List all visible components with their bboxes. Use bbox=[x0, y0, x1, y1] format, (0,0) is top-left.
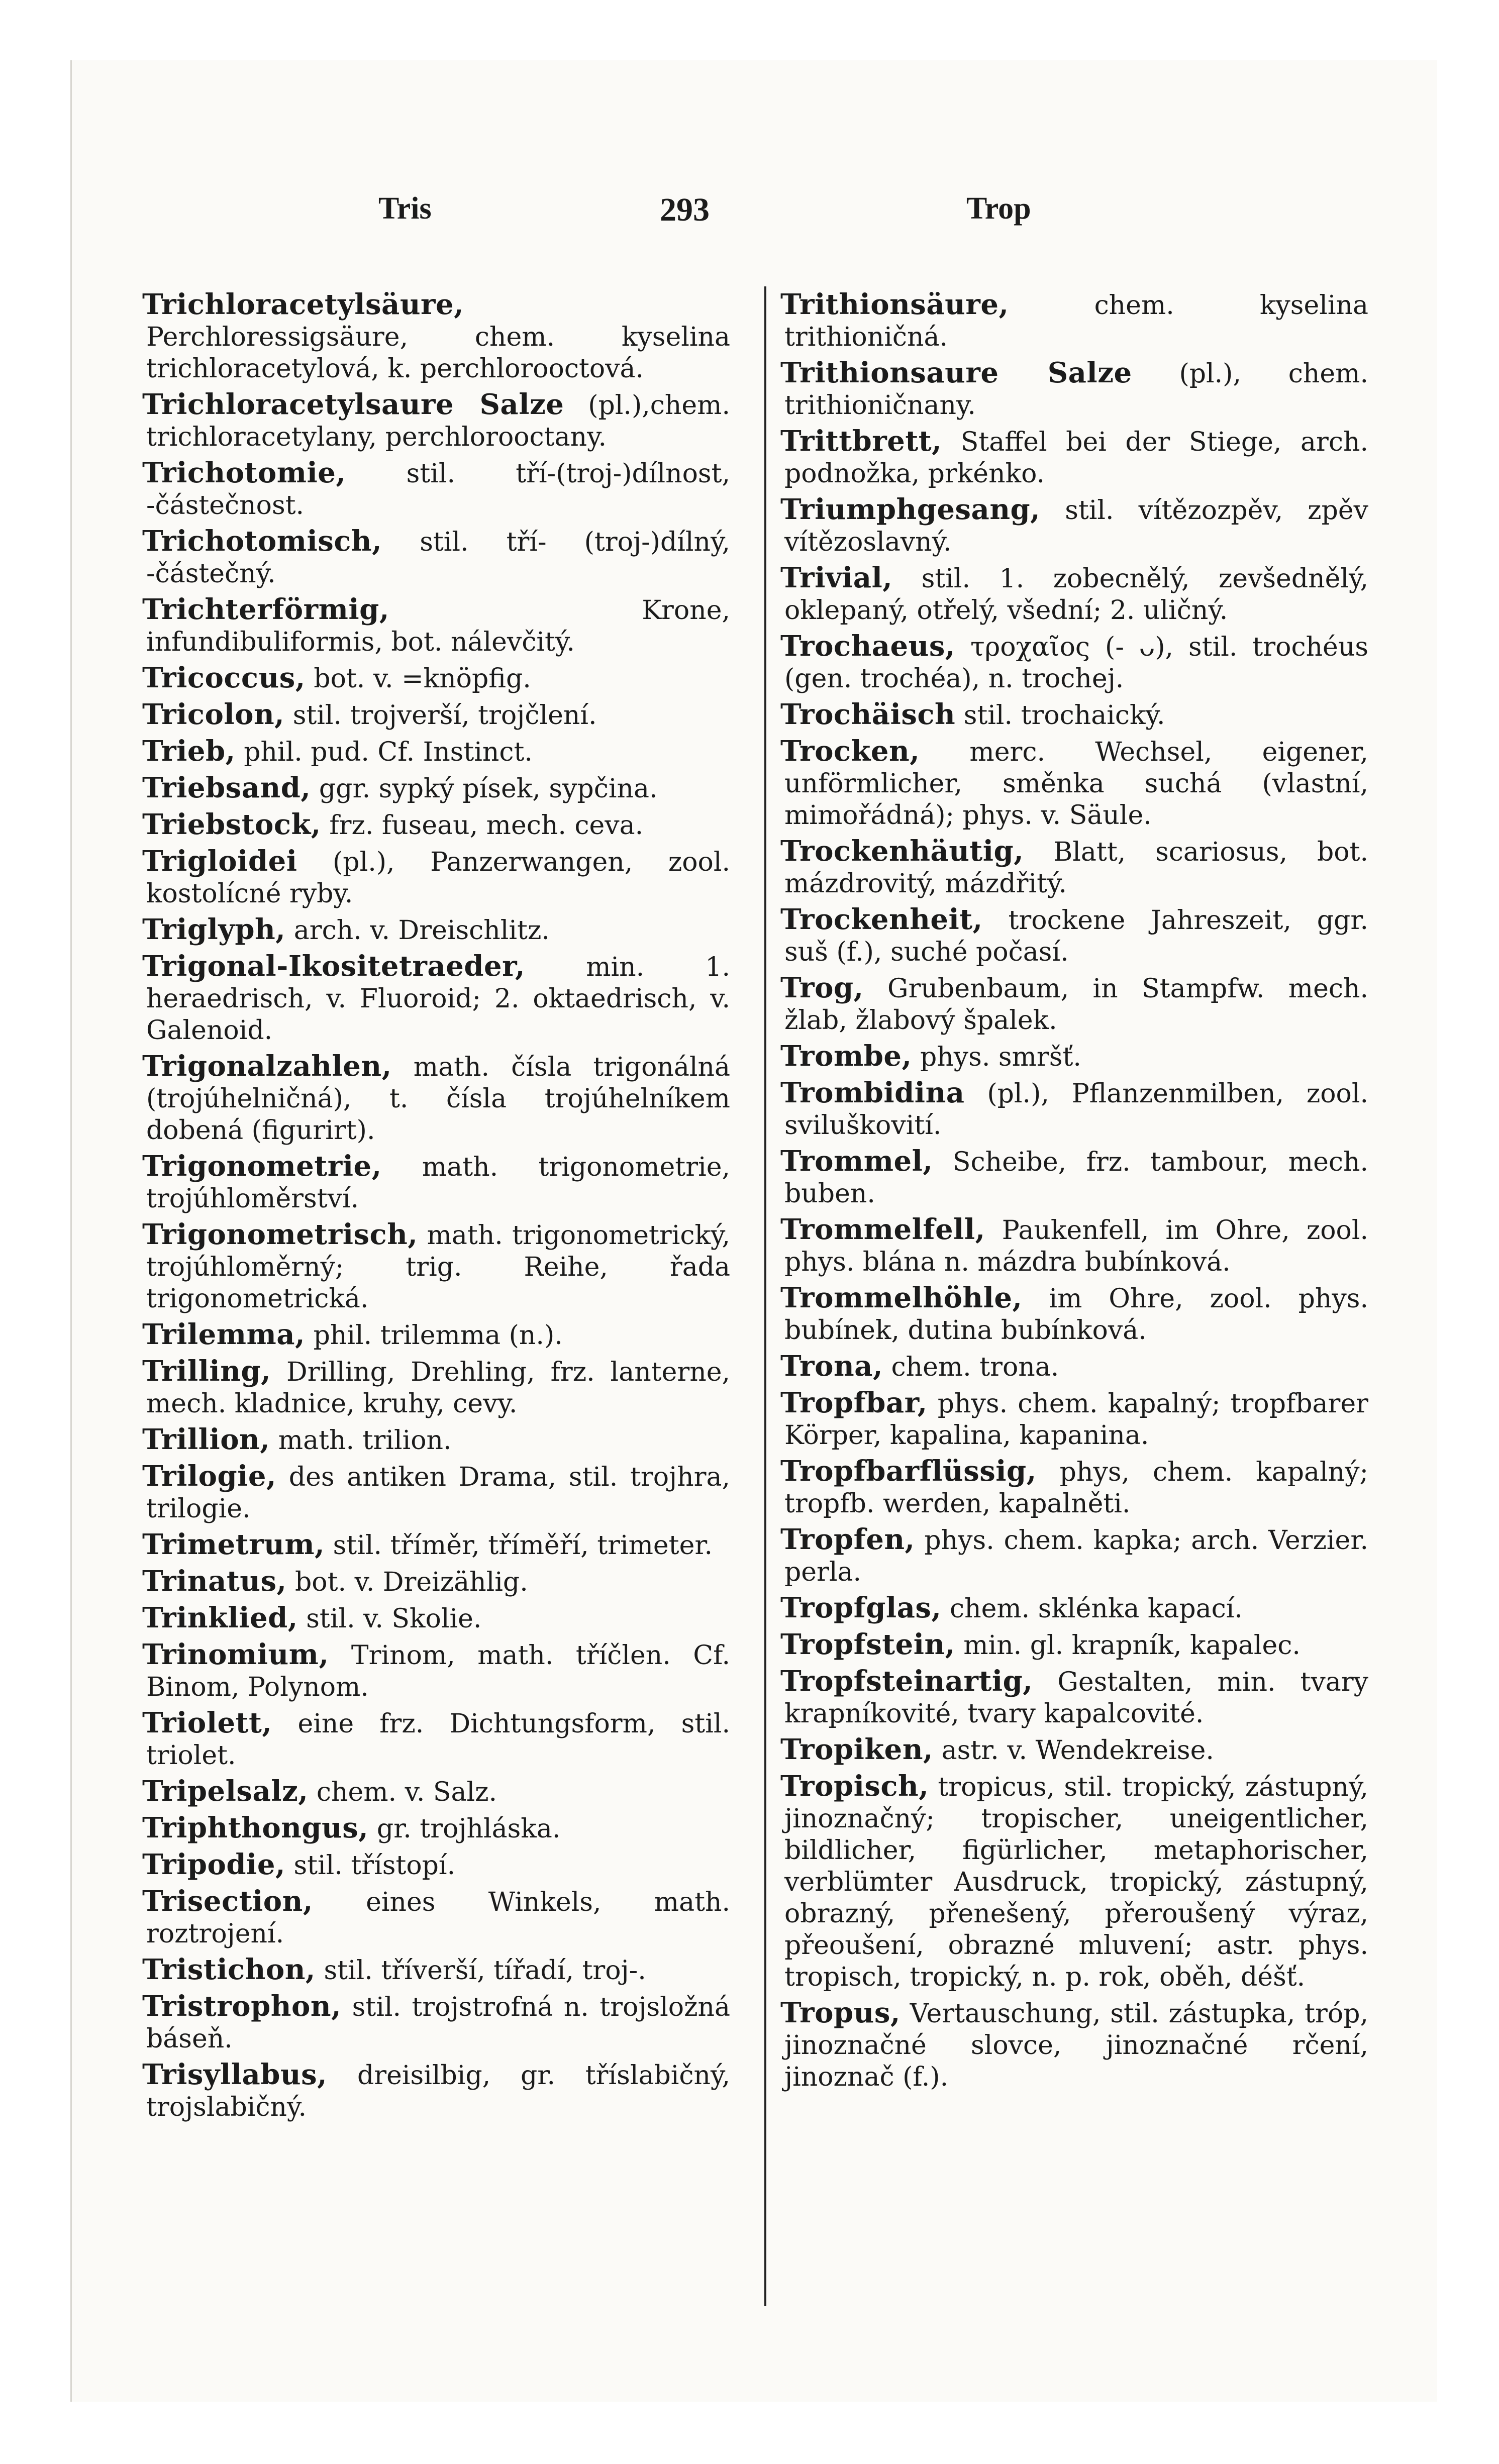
entry-definition: gr. trojhláska. bbox=[376, 1814, 561, 1844]
entry-headword: Tropfglas, bbox=[780, 1591, 942, 1624]
entry-headword: Trigonometrie, bbox=[142, 1150, 382, 1183]
entry-headword: Trimetrum, bbox=[142, 1528, 325, 1561]
entry-headword: Trochaeus, bbox=[780, 630, 955, 663]
dictionary-entry bbox=[142, 1991, 730, 2055]
entry-headword: Trilling, bbox=[142, 1355, 271, 1388]
page-header bbox=[72, 191, 1439, 251]
entry-definition: bot. v. Dreizählig. bbox=[295, 1567, 528, 1597]
entry-definition: arch. v. Dreischlitz. bbox=[293, 915, 550, 946]
entry-definition: eine frz. Dichtungsform, stil. triolet. bbox=[146, 1709, 730, 1771]
dictionary-entry bbox=[142, 1219, 730, 1315]
dictionary-entry bbox=[780, 494, 1368, 558]
entry-definition: Staffel bei der Stiege, arch. podnožka, prkénko. bbox=[784, 427, 1368, 489]
entry-definition: merc. Wechsel, eigener, unförmlicher, směnka suchá (vlastní, mimořádná); phys. v. Säule. bbox=[784, 737, 1369, 831]
dictionary-entry bbox=[142, 951, 730, 1047]
dictionary-entry bbox=[142, 2059, 730, 2123]
dictionary-entry bbox=[142, 1812, 730, 1845]
page-number: 293 bbox=[660, 191, 710, 228]
entry-headword: Trochäisch bbox=[780, 698, 956, 731]
entry-headword: Trigonometrisch, bbox=[142, 1218, 418, 1251]
entry-headword: Tricolon, bbox=[142, 698, 285, 731]
entry-definition: stil. trojverší, trojčlení. bbox=[292, 700, 597, 731]
dictionary-entry bbox=[780, 1282, 1368, 1347]
entry-headword: Tricoccus, bbox=[142, 661, 306, 694]
entry-headword: Trockenhäutig, bbox=[780, 835, 1024, 868]
column-divider bbox=[764, 286, 766, 2306]
entry-definition: chem. trona. bbox=[891, 1352, 1059, 1382]
dictionary-entry bbox=[142, 1319, 730, 1352]
entry-definition: Scheibe, frz. tambour, mech. buben. bbox=[784, 1147, 1368, 1209]
entry-headword: Triglyph, bbox=[142, 913, 286, 946]
entry-definition: (pl.),chem. trichloracetylany, perchlorooctany. bbox=[146, 390, 730, 452]
entry-definition: min. 1. heraedrisch, v. Fluoroid; 2. oktaedrisch, v. Galenoid. bbox=[146, 952, 730, 1046]
dictionary-entry bbox=[780, 357, 1368, 422]
entry-definition: bot. v. =knöpfig. bbox=[314, 664, 531, 694]
entry-definition: tropicus, stil. tropický, zástupný, jinoznačný; tropischer, uneigentlicher, bildlicher, figürlicher, metaphorischer, verblümter Ausdruck, tropický, zástupný, obrazný, přenešený, přeroušený výraz, přeoušení, obrazné mluvení; astr. phys. tropisch, tropický, n. p. rok, oběh, déšť. bbox=[784, 1772, 1368, 1992]
entry-headword: Tropfsteinartig, bbox=[780, 1665, 1033, 1698]
entry-definition: stil. tří- (troj-)dílný, -částečný. bbox=[146, 527, 730, 589]
entry-definition: stil. tříverší, tířadí, troj-. bbox=[324, 1956, 646, 1986]
entry-definition: min. gl. krapník, kapalec. bbox=[963, 1630, 1301, 1661]
entry-definition: chem. v. Salz. bbox=[316, 1777, 497, 1807]
dictionary-entry bbox=[142, 699, 730, 732]
entry-headword: Trombidina bbox=[780, 1076, 965, 1109]
entry-definition: (pl.), Pflanzenmilben, zool. sviluškovití. bbox=[784, 1079, 1368, 1141]
entry-headword: Tristrophon, bbox=[142, 1990, 342, 2023]
entry-definition: math. trigonometrie, trojúhloměrství. bbox=[146, 1152, 730, 1214]
entry-headword: Trocken, bbox=[780, 735, 920, 768]
entry-definition: phys, chem. kapalný; tropfb. werden, kapalněti. bbox=[784, 1457, 1368, 1519]
entry-definition: stil. 1. zobecnělý, zevšednělý, oklepaný, otřelý, všední; 2. uličný. bbox=[784, 564, 1368, 626]
entry-headword: Trockenheit, bbox=[780, 903, 983, 936]
entry-definition: stil. tříměr, tříměří, trimeter. bbox=[333, 1530, 713, 1561]
entry-headword: Trisyllabus, bbox=[142, 2058, 328, 2091]
entry-headword: Trigonalzahlen, bbox=[142, 1050, 392, 1083]
entry-definition: astr. v. Wendekreise. bbox=[941, 1735, 1214, 1766]
dictionary-entry bbox=[780, 1041, 1368, 1073]
dictionary-entry bbox=[780, 1214, 1368, 1278]
entry-headword: Trilemma, bbox=[142, 1318, 306, 1351]
entry-definition: phys. chem. kapka; arch. Verzier. perla. bbox=[784, 1525, 1368, 1587]
dictionary-entry bbox=[780, 1077, 1368, 1142]
entry-definition: stil. trojstrofná n. trojsložná báseň. bbox=[146, 1992, 730, 2054]
dictionary-entry bbox=[142, 1566, 730, 1598]
dictionary-entry bbox=[142, 1886, 730, 1950]
dictionary-entry bbox=[780, 699, 1368, 732]
entry-definition: Krone, infundibuliformis, bot. nálevčitý. bbox=[146, 595, 730, 657]
entry-headword: Trisection, bbox=[142, 1885, 313, 1918]
entry-headword: Tristichon, bbox=[142, 1953, 316, 1986]
dictionary-entry bbox=[142, 1707, 730, 1772]
entry-definition: (pl.), chem. trithioničnany. bbox=[784, 359, 1368, 421]
entry-definition: stil. v. Skolie. bbox=[306, 1604, 482, 1634]
right-column bbox=[780, 289, 1368, 2097]
entry-headword: Trinomium, bbox=[142, 1638, 329, 1671]
dictionary-entry bbox=[780, 562, 1368, 627]
dictionary-entry bbox=[780, 1456, 1368, 1520]
dictionary-entry bbox=[142, 1776, 730, 1808]
entry-definition: math. trigonometrický, trojúhloměrný; trig. Reihe, řada trigonometrická. bbox=[146, 1220, 730, 1314]
entry-headword: Tropfbar, bbox=[780, 1386, 928, 1419]
entry-definition: chem. kyselina trithioničná. bbox=[784, 290, 1368, 352]
entry-definition: Perchloressigsäure, chem. kyselina trichloracetylová, k. perchlorooctová. bbox=[146, 322, 730, 384]
dictionary-entry bbox=[780, 1666, 1368, 1730]
dictionary-entry bbox=[780, 1734, 1368, 1767]
dictionary-entry bbox=[142, 1954, 730, 1987]
entry-definition: dreisilbig, gr. tříslabičný, trojslabičný. bbox=[146, 2061, 731, 2122]
dictionary-entry bbox=[142, 1151, 730, 1215]
entry-definition: phys. chem. kapalný; tropfbarer Körper, kapalina, kapanina. bbox=[784, 1389, 1369, 1451]
entry-definition: Trinom, math. tříčlen. Cf. Binom, Polynom. bbox=[146, 1640, 731, 1702]
entry-headword: Tropiken, bbox=[780, 1733, 934, 1766]
dictionary-entry bbox=[142, 526, 730, 590]
entry-headword: Triumphgesang, bbox=[780, 493, 1041, 526]
entry-headword: Trigonal-Ikositetraeder, bbox=[142, 950, 526, 983]
entry-headword: Trommelhöhle, bbox=[780, 1281, 1023, 1314]
dictionary-entry bbox=[142, 1529, 730, 1562]
entry-headword: Trieb, bbox=[142, 735, 236, 768]
entry-headword: Triolett, bbox=[142, 1706, 272, 1739]
dictionary-entry bbox=[780, 904, 1368, 968]
entry-definition: Paukenfell, im Ohre, zool. phys. blána n. mázdra bubínková. bbox=[784, 1215, 1368, 1277]
dictionary-entry bbox=[142, 389, 730, 453]
entry-definition: Blatt, scariosus, bot. mázdrovitý, mázdřitý. bbox=[784, 837, 1368, 899]
entry-headword: Tripelsalz, bbox=[142, 1775, 309, 1808]
entry-definition: des antiken Drama, stil. trojhra, trilogie. bbox=[146, 1462, 731, 1524]
dictionary-entry bbox=[142, 1424, 730, 1457]
entry-headword: Tripodie, bbox=[142, 1848, 285, 1881]
dictionary-entry bbox=[142, 914, 730, 947]
entry-headword: Trichterförmig, bbox=[142, 593, 389, 626]
entry-definition: eines Winkels, math. roztrojení. bbox=[146, 1887, 730, 1949]
dictionary-entry bbox=[780, 1351, 1368, 1383]
entry-headword: Trivial, bbox=[780, 561, 893, 594]
entry-headword: Trinatus, bbox=[142, 1565, 287, 1598]
entry-headword: Trithionsaure Salze bbox=[780, 356, 1132, 389]
dictionary-entry bbox=[780, 836, 1368, 900]
entry-definition: phil. trilemma (n.). bbox=[313, 1320, 563, 1351]
dictionary-entry bbox=[142, 1461, 730, 1525]
entry-headword: Trombe, bbox=[780, 1040, 912, 1073]
dictionary-entry bbox=[780, 1146, 1368, 1210]
entry-definition: τροχαῖος (- ᴗ), stil. trochéus (gen. trochéa), n. trochej. bbox=[784, 632, 1369, 694]
dictionary-entry bbox=[780, 1629, 1368, 1662]
dictionary-entry bbox=[142, 662, 730, 695]
dictionary-entry bbox=[142, 1602, 730, 1635]
dictionary-entry bbox=[780, 972, 1368, 1037]
entry-headword: Trithionsäure, bbox=[780, 288, 1009, 321]
entry-definition: Grubenbaum, in Stampfw. mech. žlab, žlabový špalek. bbox=[784, 974, 1368, 1036]
entry-headword: Trona, bbox=[780, 1350, 883, 1383]
dictionary-entry bbox=[142, 1639, 730, 1703]
entry-definition: chem. sklénka kapací. bbox=[949, 1594, 1243, 1624]
entry-definition: ggr. sypký písek, sypčina. bbox=[319, 774, 658, 804]
entry-headword: Trichotomie, bbox=[142, 456, 346, 489]
entry-definition: stil. třístopí. bbox=[293, 1851, 456, 1881]
entry-definition: trockene Jahreszeit, ggr. suš (f.), suché počasí. bbox=[784, 905, 1369, 967]
entry-headword: Triebstock, bbox=[142, 808, 321, 841]
dictionary-entry bbox=[142, 594, 730, 658]
entry-headword: Trommelfell, bbox=[780, 1213, 985, 1246]
dictionary-entry bbox=[142, 457, 730, 522]
entry-headword: Triphthongus, bbox=[142, 1811, 369, 1844]
dictionary-entry bbox=[780, 736, 1368, 832]
entry-definition: math. čísla trigonálná (trojúhelničná), t. čísla trojúhelníkem dobená (figurirt). bbox=[146, 1052, 731, 1146]
entry-headword: Trittbrett, bbox=[780, 425, 942, 458]
entry-definition: phys. smršť. bbox=[920, 1042, 1081, 1072]
entry-definition: Drilling, Drehling, frz. lanterne, mech. kladnice, kruhy, cevy. bbox=[146, 1357, 731, 1419]
dictionary-entry bbox=[780, 426, 1368, 490]
entry-definition: stil. vítězozpěv, zpěv vítězoslavný. bbox=[784, 495, 1369, 557]
entry-headword: Trommel, bbox=[780, 1145, 933, 1178]
entry-definition: Gestalten, min. tvary krapníkovité, tvary kapalcovité. bbox=[784, 1667, 1369, 1729]
entry-headword: Trilogie, bbox=[142, 1460, 277, 1493]
entry-headword: Tropfbarflüssig, bbox=[780, 1455, 1037, 1488]
header-right-guide-word: Trop bbox=[966, 191, 1031, 226]
dictionary-entry bbox=[142, 846, 730, 910]
dictionary-entry bbox=[780, 1592, 1368, 1625]
entry-definition: stil. tří-(troj-)dílnost, -částečnost. bbox=[146, 459, 730, 521]
dictionary-entry bbox=[780, 1387, 1368, 1452]
entry-headword: Trichloracetylsaure Salze bbox=[142, 388, 564, 421]
dictionary-entry bbox=[780, 289, 1368, 353]
entry-definition: stil. trochaický. bbox=[963, 700, 1165, 731]
entry-headword: Trigloidei bbox=[142, 845, 297, 878]
header-left-guide-word: Tris bbox=[378, 191, 432, 226]
dictionary-entry bbox=[142, 736, 730, 768]
entry-headword: Triebsand, bbox=[142, 771, 311, 804]
left-column bbox=[142, 289, 730, 2127]
entry-definition: im Ohre, zool. phys. bubínek, dutina bubínková. bbox=[784, 1284, 1368, 1346]
entry-headword: Trichotomisch, bbox=[142, 525, 382, 558]
entry-headword: Tropisch, bbox=[780, 1770, 929, 1803]
dictionary-entry bbox=[142, 1849, 730, 1882]
entry-definition: phil. pud. Cf. Instinct. bbox=[244, 737, 533, 767]
dictionary-entry bbox=[142, 809, 730, 842]
entry-definition: frz. fuseau, mech. ceva. bbox=[329, 810, 644, 841]
dictionary-page bbox=[70, 60, 1437, 2402]
entry-definition: (pl.), Panzerwangen, zool. kostolícné ryby. bbox=[146, 847, 730, 909]
entry-definition: math. trilion. bbox=[278, 1425, 452, 1456]
dictionary-entry bbox=[142, 1356, 730, 1420]
dictionary-entry bbox=[142, 772, 730, 805]
dictionary-entry bbox=[780, 631, 1368, 695]
dictionary-entry bbox=[142, 1051, 730, 1147]
dictionary-entry bbox=[780, 1771, 1368, 1993]
dictionary-entry bbox=[142, 289, 730, 385]
entry-headword: Tropfstein, bbox=[780, 1628, 955, 1661]
entry-headword: Trog, bbox=[780, 971, 864, 1004]
entry-headword: Tropfen, bbox=[780, 1523, 915, 1556]
dictionary-entry bbox=[780, 1997, 1368, 2093]
entry-headword: Trinklied, bbox=[142, 1601, 298, 1634]
dictionary-entry bbox=[780, 1524, 1368, 1588]
entry-headword: Trichloracetylsäure, bbox=[142, 288, 464, 321]
entry-definition: Vertauschung, stil. zástupka, tróp, jinoznačné slovce, jinoznačné rčení, jinoznač (f.). bbox=[784, 1999, 1369, 2092]
entry-headword: Trillion, bbox=[142, 1423, 270, 1456]
entry-headword: Tropus, bbox=[780, 1996, 901, 2029]
